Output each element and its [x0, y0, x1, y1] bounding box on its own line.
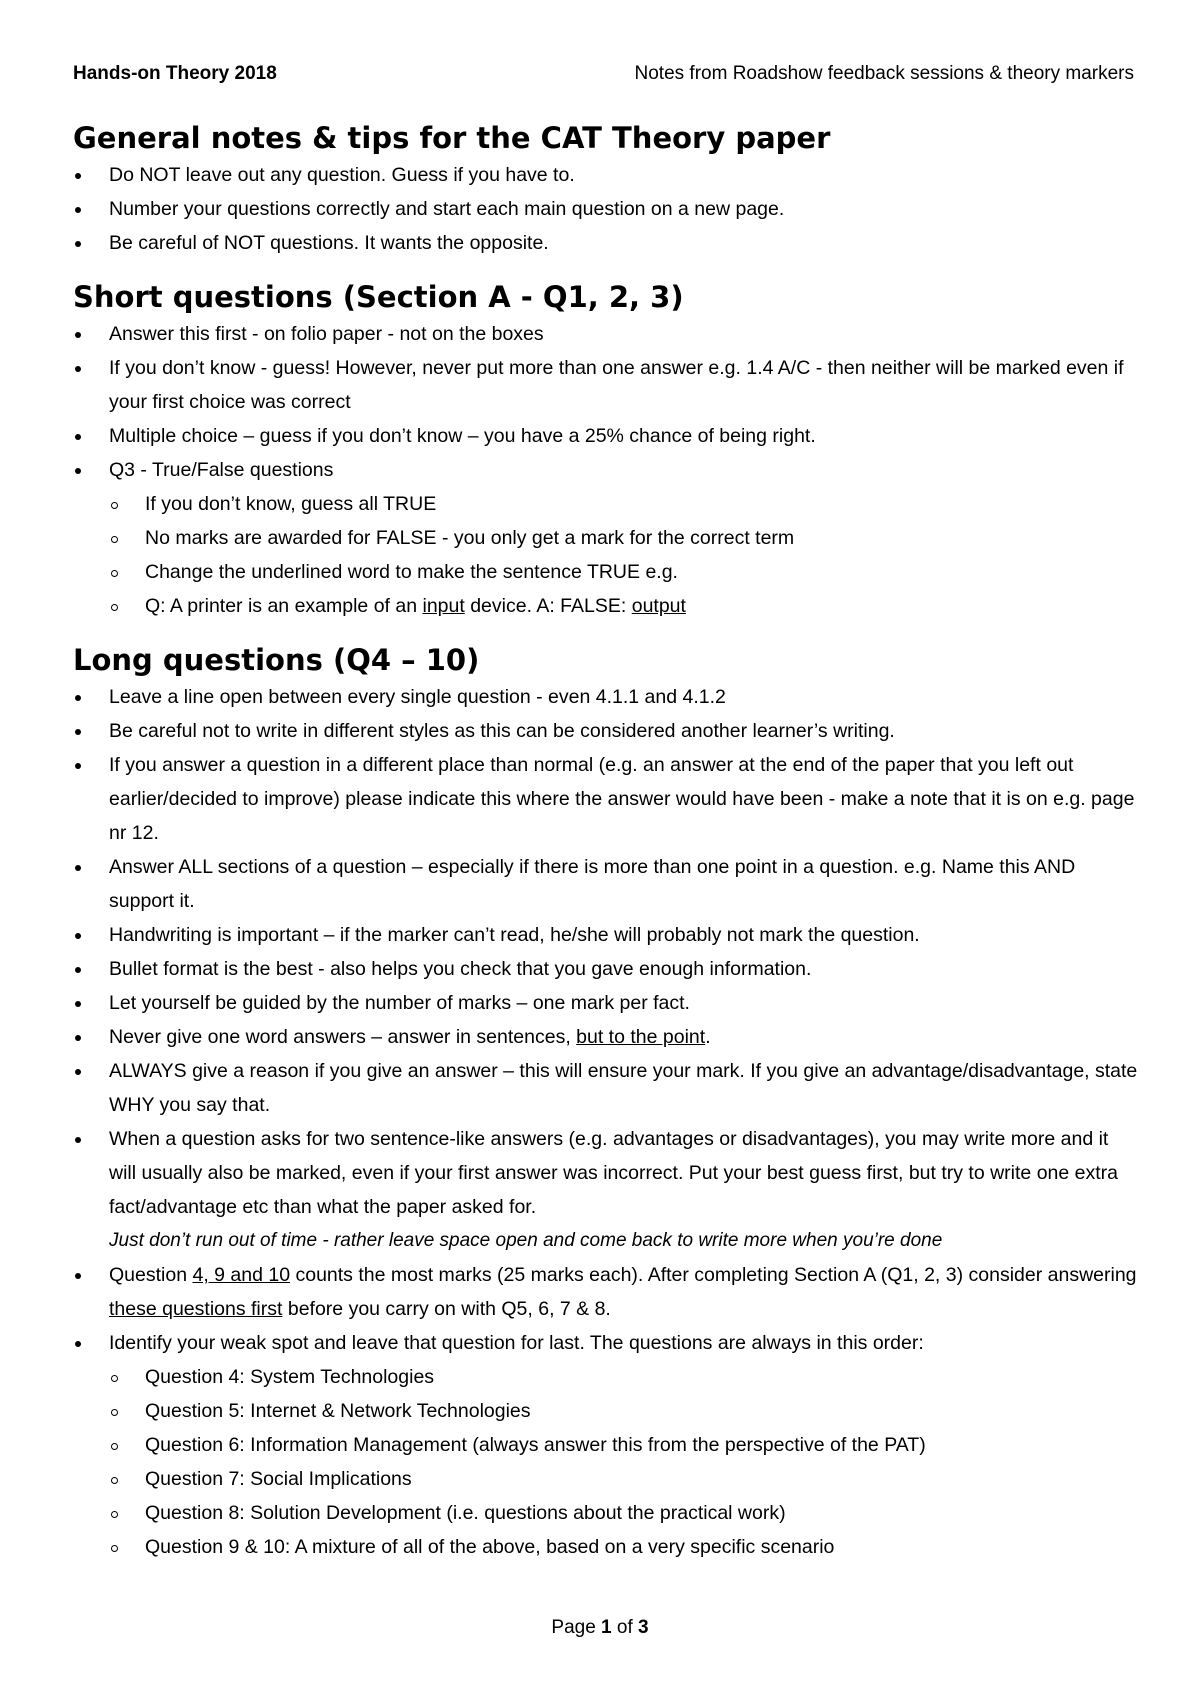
underlined-phrase: these questions first: [109, 1298, 283, 1320]
list-item: If you don’t know - guess! However, never put more than one answer e.g. 1.4 A/C - then neither will be marked even if your first choice was correct: [73, 351, 1138, 419]
sub-list-item: Question 6: Information Management (always answer this from the perspective of the PAT): [73, 1428, 1138, 1462]
page-footer: [0, 1614, 1200, 1642]
footer-text: Page: [551, 1617, 602, 1638]
item-text: before you carry on with Q5, 6, 7 & 8.: [282, 1298, 611, 1320]
item-text: .: [705, 1026, 711, 1048]
sub-list-item: No marks are awarded for FALSE - you only get a mark for the correct term: [73, 521, 1138, 555]
bullet-list: [73, 317, 1138, 623]
section-title: General notes & tips for the CAT Theory paper: [73, 121, 831, 155]
underlined-word-output: output: [631, 595, 686, 617]
bullet-list: [73, 1258, 1138, 1564]
list-item: If you answer a question in a different place than normal (e.g. an answer at the end of the paper that you left out earlier/decided to improve) please indicate this where the answer would have been - make a note that it is on e.g. page nr 12.: [73, 748, 1138, 850]
list-item: Handwriting is important – if the marker can’t read, he/she will probably not mark the question.: [73, 918, 1138, 952]
document-body: [73, 118, 1138, 1564]
list-item: ALWAYS give a reason if you give an answer – this will ensure your mark. If you give an advantage/disadvantage, state WHY you say that.: [73, 1054, 1138, 1122]
underlined-phrase: but to the point: [576, 1026, 706, 1048]
list-item: Identify your weak spot and leave that question for last. The questions are always in this order:: [73, 1326, 1138, 1360]
list-item: Answer this first - on folio paper - not on the boxes: [73, 317, 1138, 351]
list-item: [73, 1020, 1138, 1054]
section-short-questions: [73, 277, 1138, 623]
page-total: 3: [638, 1617, 649, 1638]
list-item: Q3 - True/False questions: [73, 453, 1138, 487]
underlined-word-input: input: [422, 595, 465, 617]
section-title: Long questions (Q4 – 10): [73, 643, 480, 677]
bullet-list: [73, 158, 1138, 260]
list-item: Number your questions correctly and start each main question on a new page.: [73, 192, 1138, 226]
list-item: Answer ALL sections of a question – especially if there is more than one point in a question. e.g. Name this AND support it.: [73, 850, 1138, 918]
list-item: Be careful not to write in different styles as this can be considered another learner’s writing.: [73, 714, 1138, 748]
list-item: Let yourself be guided by the number of marks – one mark per fact.: [73, 986, 1138, 1020]
sub-list-item: If you don’t know, guess all TRUE: [73, 487, 1138, 521]
italic-note: Just don’t run out of time - rather leave space open and come back to write more when you’re done: [109, 1230, 943, 1251]
item-text: counts the most marks (25 marks each). After completing Section A (Q1, 2, 3) consider answering: [290, 1264, 1137, 1286]
list-item: [73, 1258, 1138, 1326]
bullet-list: [73, 680, 1138, 1224]
footer-text: of: [611, 1617, 639, 1638]
underlined-phrase: 4, 9 and 10: [192, 1264, 291, 1286]
list-item: Bullet format is the best - also helps you check that you gave enough information.: [73, 952, 1138, 986]
sub-list-item-example: [73, 589, 1138, 623]
sub-list-item: Question 4: System Technologies: [73, 1360, 1138, 1394]
section-title: Short questions (Section A - Q1, 2, 3): [73, 280, 684, 314]
page-header: [73, 60, 1134, 88]
list-item: When a question asks for two sentence-like answers (e.g. advantages or disadvantages), you may write more and it will usually also be marked, even if your first answer was incorrect. Put your best guess first, but try to write one extra fact/advantage etc than what the paper asked for.: [73, 1122, 1138, 1224]
item-text: Never give one word answers – answer in sentences,: [109, 1026, 577, 1048]
header-subtitle: Notes from Roadshow feedback sessions & theory markers: [634, 63, 1134, 84]
list-item: Multiple choice – guess if you don’t know – you have a 25% chance of being right.: [73, 419, 1138, 453]
sub-list-item: Question 8: Solution Development (i.e. questions about the practical work): [73, 1496, 1138, 1530]
sub-list-item: Question 7: Social Implications: [73, 1462, 1138, 1496]
header-title: Hands-on Theory 2018: [73, 63, 277, 84]
section-general: [73, 118, 1138, 260]
section-long-questions: [73, 640, 1138, 1564]
list-item: Do NOT leave out any question. Guess if you have to.: [73, 158, 1138, 192]
list-item: Be careful of NOT questions. It wants the opposite.: [73, 226, 1138, 260]
sub-list-item: Change the underlined word to make the sentence TRUE e.g.: [73, 555, 1138, 589]
example-text: Q: A printer is an example of an: [145, 595, 423, 617]
page-number: 1: [601, 1617, 612, 1638]
sub-list-item: Question 9 & 10: A mixture of all of the above, based on a very specific scenario: [73, 1530, 1138, 1564]
list-item: Leave a line open between every single question - even 4.1.1 and 4.1.2: [73, 680, 1138, 714]
example-text: device. A: FALSE:: [464, 595, 632, 617]
item-text: Question: [109, 1264, 193, 1286]
sub-list-item: Question 5: Internet & Network Technologies: [73, 1394, 1138, 1428]
